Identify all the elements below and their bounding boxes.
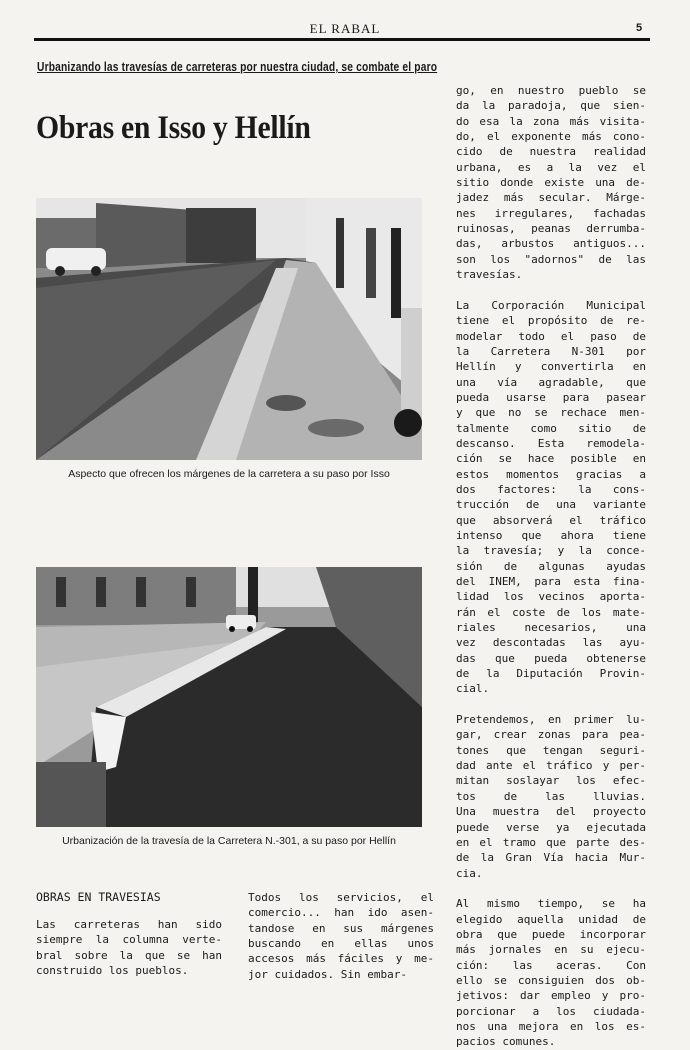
text-line: y que no se rechace men- <box>456 406 646 420</box>
text-line: lidad los vecinos aporta- <box>456 590 646 604</box>
text-line: ruinosas, peanas derrumba- <box>456 222 646 236</box>
text-line: estos momentos gracias a <box>456 467 646 481</box>
text-line: accesos más fáciles y me- <box>248 952 434 966</box>
text-line: go, en nuestro pueblo se <box>456 84 646 97</box>
text-line: ello se consiguien dos ob- <box>456 973 646 987</box>
text-line: modelar todo el paso de <box>456 329 646 343</box>
text-line: rán el coste de los mate- <box>456 605 646 619</box>
text-column-left <box>36 917 222 978</box>
text-column-right <box>456 83 646 1050</box>
text-line: la Carretera N-301 por <box>456 344 646 358</box>
text-line: dos factores: la cons- <box>456 482 646 496</box>
text-line: tos de las lluvias. <box>456 789 646 803</box>
text-line: das que pueda obtenerse <box>456 651 646 665</box>
text-line: buscando en ellas unos <box>248 937 434 951</box>
text-line: la travesía; y la conce- <box>456 544 646 558</box>
photo-isso-road <box>36 198 422 460</box>
text-line: nes irregulares, fachadas <box>456 206 646 220</box>
paragraph-gap <box>456 881 646 896</box>
text-line: Hellín y convertirla en <box>456 360 646 374</box>
text-line: do, el exponente más cono- <box>456 130 646 144</box>
text-line: puede verse ya ejecutada <box>456 820 646 834</box>
text-line: descanso. Esta remodela- <box>456 436 646 450</box>
text-line: vez descontadas las ayu- <box>456 636 646 650</box>
text-line: de la Diputación Provin- <box>456 667 646 681</box>
text-line: siempre la columna verte- <box>36 933 222 947</box>
text-line: cial. <box>456 682 490 696</box>
text-line: que absorverá el tráfico <box>456 513 646 527</box>
photo-caption-hellin: Urbanización de la travesía de la Carretera N.-301, a su paso por Hellín <box>62 835 396 847</box>
text-line: La Corporación Municipal <box>456 298 646 312</box>
text-line: una vía agradable, que <box>456 375 646 389</box>
section-subheading: OBRAS EN TRAVESIAS <box>36 890 161 904</box>
text-line: elegido aquella unidad de <box>456 912 646 926</box>
text-line: en el tramo que parte des- <box>456 835 646 849</box>
newspaper-title: EL RABAL <box>309 21 381 36</box>
text-line: ción se hace posible en <box>456 452 646 466</box>
text-line: obra que puede incorporar <box>456 927 646 941</box>
text-line: dad ante el tráfico y per- <box>456 759 646 773</box>
text-line: tiene el propósito de re- <box>456 314 646 328</box>
photo-hellin-road <box>36 567 422 827</box>
paragraph-gap <box>456 282 646 297</box>
text-line: mitan soslayar los efec- <box>456 774 646 788</box>
paragraph-gap <box>456 697 646 712</box>
text-line: Todos los servicios, el <box>248 891 434 904</box>
text-line: gar, crear zonas para pea- <box>456 728 646 742</box>
text-line: del INEM, para esta fina- <box>456 575 646 588</box>
page-number: 5 <box>636 22 643 34</box>
text-line: da la paradoja, que sien- <box>456 99 646 113</box>
text-line: intenso que ahora tiene <box>456 528 646 542</box>
text-line: nos una mejora en los es- <box>456 1019 646 1033</box>
text-line: Al mismo tiempo, se ha <box>456 897 646 911</box>
text-line: sión de algunas ayudas <box>456 559 646 573</box>
text-line: de la Gran Vía hacia Mur- <box>456 851 646 865</box>
text-line: riales necesarios, una <box>456 621 646 635</box>
text-line: construido los pueblos. <box>36 964 189 978</box>
text-line: ción: las aceras. Con <box>456 958 646 972</box>
text-line: cia. <box>456 866 483 880</box>
text-line: Pretendemos, en primer lu- <box>456 713 646 727</box>
text-line: porcionar a los ciudada- <box>456 1004 646 1018</box>
text-line: comercio... han ido asen- <box>248 906 434 920</box>
text-column-middle <box>248 890 434 982</box>
header-rule <box>34 38 650 41</box>
text-line: Una muestra del proyecto <box>456 805 646 819</box>
text-line: pueda usarse para pasear <box>456 390 646 404</box>
text-line: son los "adornos" de las <box>456 252 646 266</box>
article-kicker: Urbanizando las travesías de carreteras por nuestra ciudad, se combate el paro <box>37 60 438 74</box>
text-line: tones que tengan seguri- <box>456 743 646 757</box>
text-line: do esa la zona más visita- <box>456 114 646 128</box>
text-line: talmente como sitio de <box>456 421 646 435</box>
text-line: das, arbustos antiguos... <box>456 237 646 251</box>
text-line: bral sobre la que se han <box>36 948 222 962</box>
photo-caption-isso: Aspecto que ofrecen los márgenes de la carretera a su paso por Isso <box>68 468 390 480</box>
text-line: tandose en sus márgenes <box>248 921 434 935</box>
text-line: cido de nuestra realidad <box>456 145 646 159</box>
text-line: trucción de una variante <box>456 498 646 512</box>
text-line: urbana, es a la vez el <box>456 160 646 174</box>
text-line: pacios comunes. <box>456 1035 556 1049</box>
text-line: Las carreteras han sido <box>36 918 222 931</box>
text-line: travesías. <box>456 268 523 282</box>
text-line: sitio donde existe una de- <box>456 176 646 190</box>
text-line: jetivos: dar empleo y pro- <box>456 989 646 1003</box>
text-line: jor cuidados. Sin embar- <box>248 967 407 981</box>
text-line: jadez más secular. Márge- <box>456 191 646 205</box>
text-line: más jornales en su ejecu- <box>456 943 646 957</box>
article-headline: Obras en Isso y Hellín <box>36 110 311 146</box>
